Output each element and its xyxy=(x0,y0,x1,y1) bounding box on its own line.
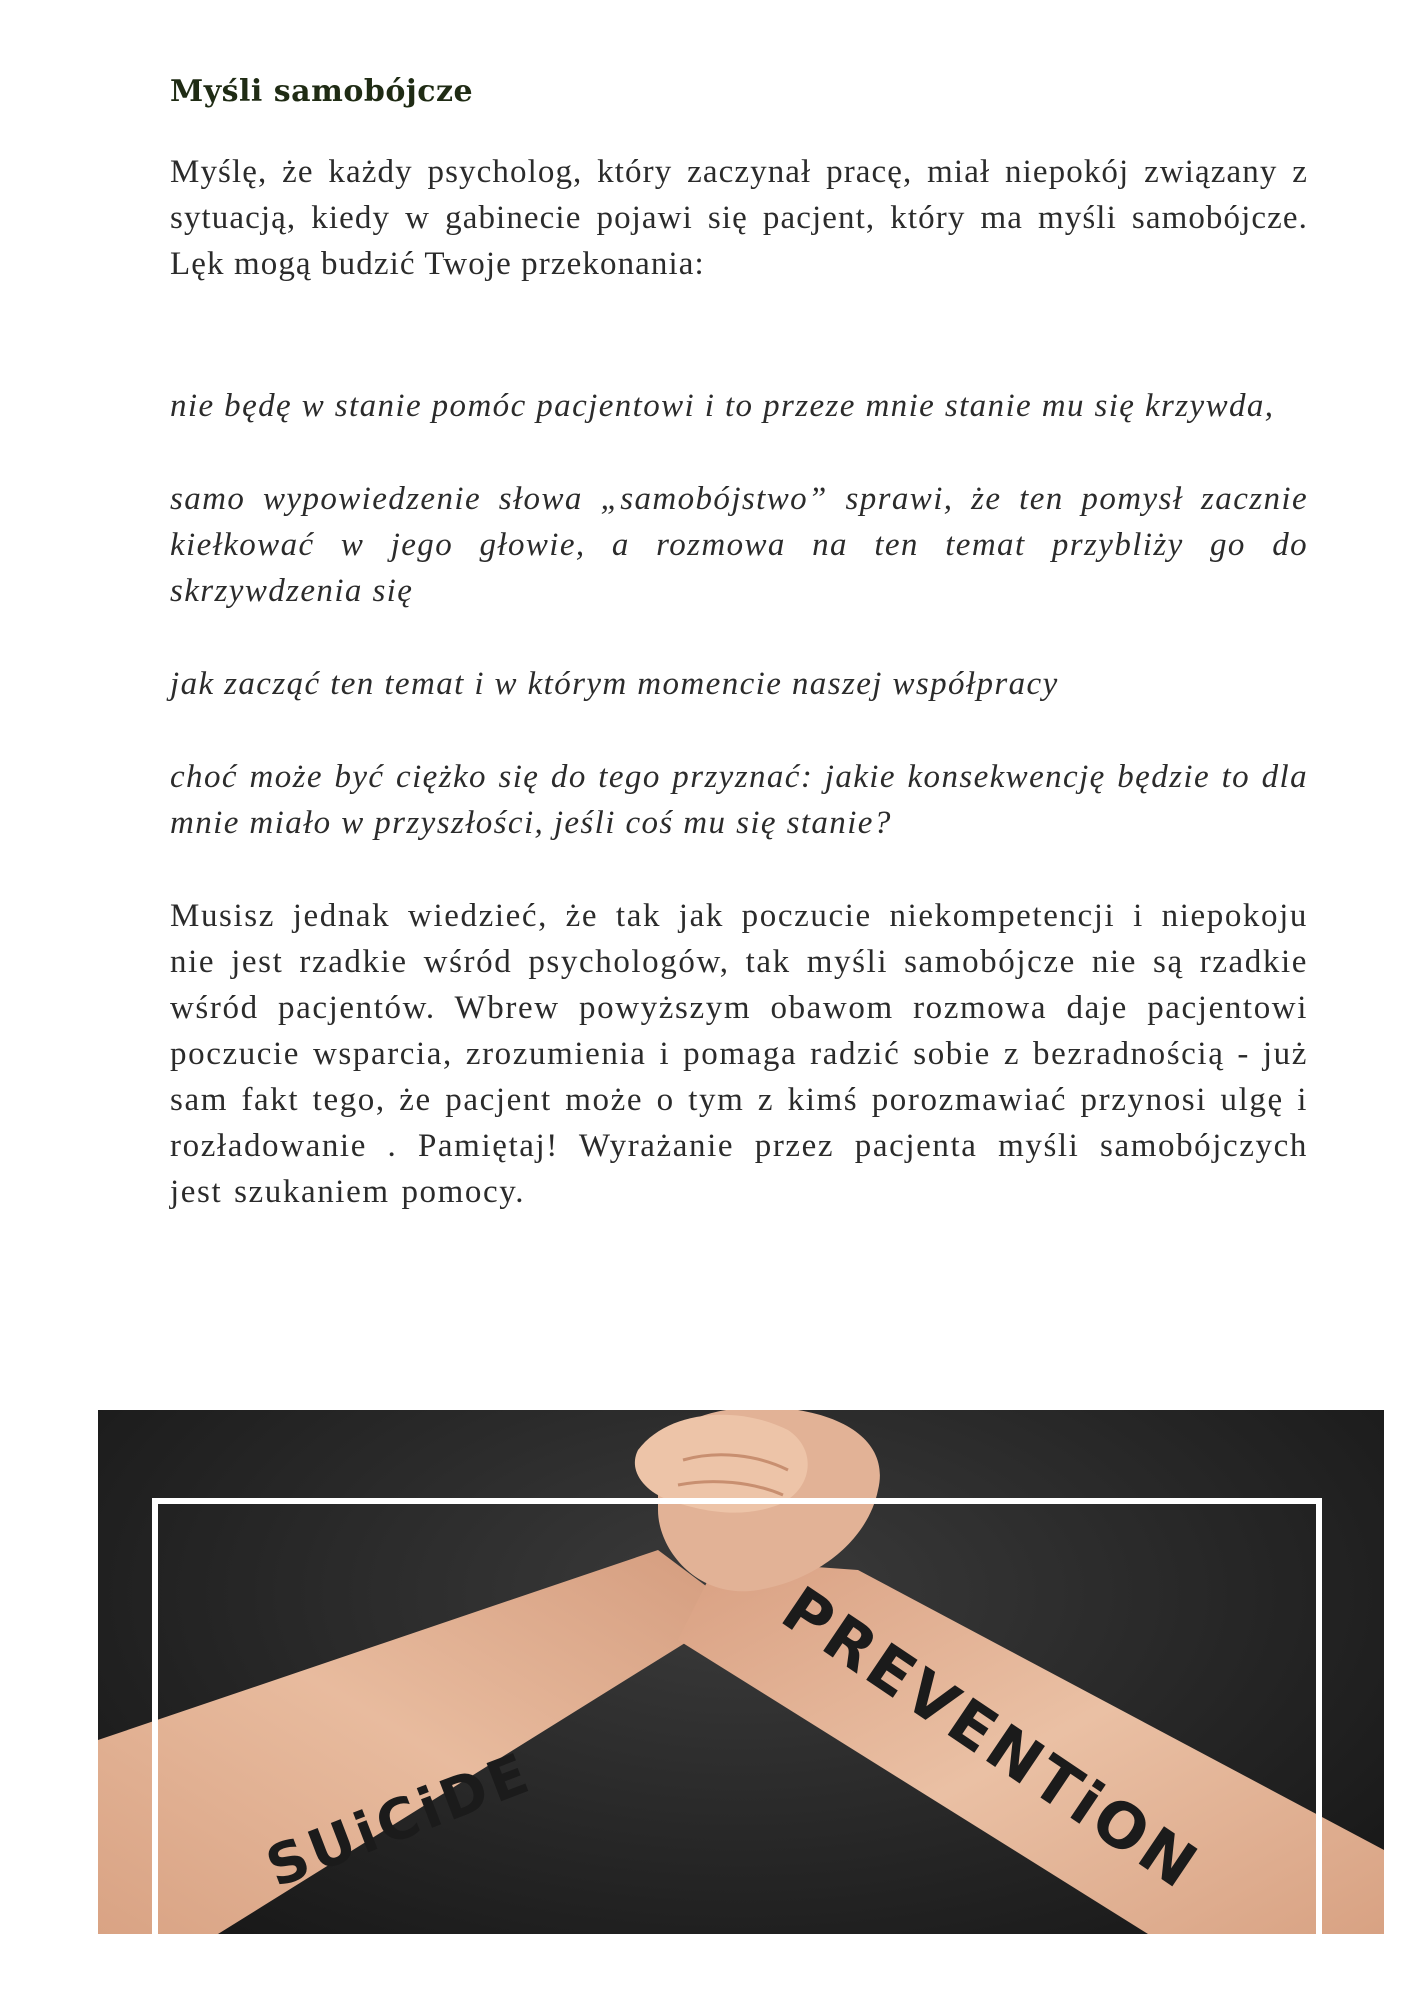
beliefs-list xyxy=(170,383,1308,846)
intro-paragraph: Myślę, że każdy psycholog, który zaczynał pracę, miał niepokój związany z sytuacją, kiedy w gabinecie pojawi się pacjent, który ma myśli samobójcze. Lęk mogą budzić Twoje przekonania: xyxy=(170,154,1308,282)
right-arm-text: PREVENTiON xyxy=(769,1572,1213,1905)
left-arm-text: SUiCiDE xyxy=(258,1740,541,1901)
conclusion-paragraph: Musisz jednak wiedzieć, że tak jak poczucie niekompetencji i niepokoju nie jest rzadkie wśród psychologów, tak myśli samobójcze nie są rzadkie wśród pacjentów. Wbrew powyższym obawom rozmowa daje pacjentowi poczucie wsparcia, zrozumienia i pomaga radzić sobie z bezradnością - już sam fakt tego, że pacjent może o tym z kimś porozmawiać przynosi ulgę i rozładowanie . Pamiętaj! Wyrażanie przez pacjenta myśli samobójczych jest szukaniem pomocy. xyxy=(170,898,1308,1210)
belief-item: nie będę w stanie pomóc pacjentowi i to przeze mnie stanie mu się krzywda, xyxy=(170,388,1275,424)
belief-item: samo wypowiedzenie słowa „samobójstwo” sprawi, że ten pomysł zacznie kiełkować w jego głowie, a rozmowa na ten temat przybliży go do skrzywdzenia się xyxy=(170,481,1308,609)
section-heading: Myśli samobójcze xyxy=(170,74,474,109)
belief-item: choć może być ciężko się do tego przyznać: jakie konsekwencję będzie to dla mnie miało w przyszłości, jeśli coś mu się stanie? xyxy=(170,759,1308,841)
text-content xyxy=(170,74,1308,1215)
belief-item: jak zacząć ten temat i w którym momencie naszej współpracy xyxy=(170,666,1059,702)
suicide-prevention-photo xyxy=(98,1410,1384,1934)
